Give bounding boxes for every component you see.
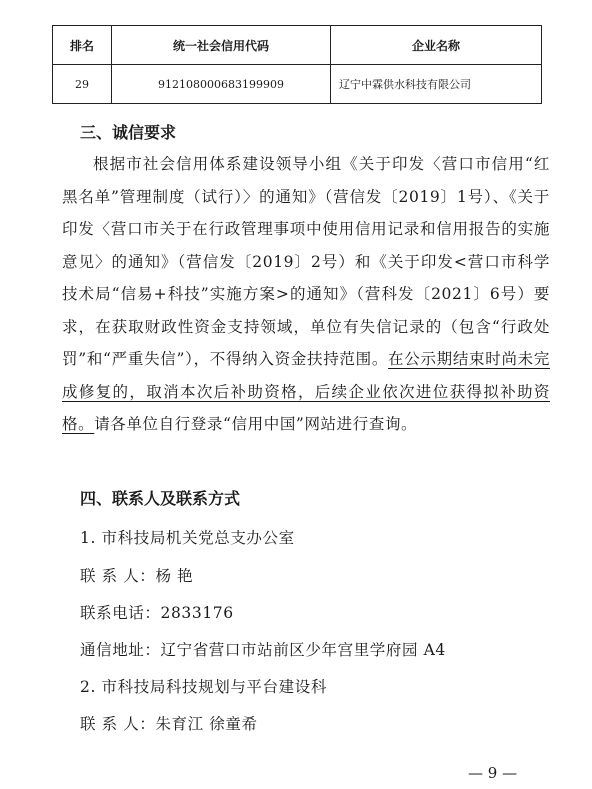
contact-office-1: 1. 市科技局机关党总支办公室: [80, 529, 295, 547]
contact-office-2: 2. 市科技局科技规划与平台建设科: [80, 678, 327, 696]
cell-company-name: 辽宁中霖供水科技有限公司: [331, 65, 542, 104]
header-company-name: 企业名称: [331, 26, 542, 65]
contact-address: 通信地址：辽宁省营口市站前区少年宫里学府园 A4: [80, 641, 446, 659]
section-3-paragraph: [62, 148, 550, 441]
paragraph-text-end: 请各单位自行登录“信用中国”网站进行查询。: [94, 415, 418, 433]
underlined-text: 在公示期结束时尚未完成修复的，取消本次后补助资格，后续企业依次进位获得拟补助资格。: [62, 350, 550, 433]
contact-person-2: 联 系 人：朱育江 徐童希: [80, 715, 258, 733]
contact-phone: 联系电话：2833176: [80, 604, 234, 622]
cell-credit-code: 912108000683199909: [112, 65, 331, 104]
section-4-title: 四、联系人及联系方式: [80, 489, 241, 508]
section-3-title: 三、诚信要求: [80, 123, 177, 142]
header-credit-code: 统一社会信用代码: [112, 26, 331, 65]
cell-rank: 29: [53, 65, 112, 104]
contact-person-1: 联 系 人：杨 艳: [80, 567, 194, 585]
paragraph-text: 根据市社会信用体系建设领导小组《关于印发〈营口市信用“红黑名单”管理制度（试行）〉的通知》（营信发〔2019〕1号）、《关于印发〈营口市关于在行政管理事项中使用信用记录和信用报告的实施意见〉的通知》（营信发〔2019〕2号）和《关于印发<营口市科学技术局“信易+科技”实施方案>的通知》（营科发〔2021〕6号）要求，在获取财政性资金支持领域，单位有失信记录的（包含“行政处罚”和“严重失信”），不得纳入资金扶持范围。: [62, 155, 550, 368]
table-header-row: [53, 26, 542, 65]
page-number: — 9 —: [468, 764, 518, 782]
table-row: [53, 65, 542, 104]
rank-table: [52, 25, 542, 104]
header-rank: 排名: [53, 26, 112, 65]
